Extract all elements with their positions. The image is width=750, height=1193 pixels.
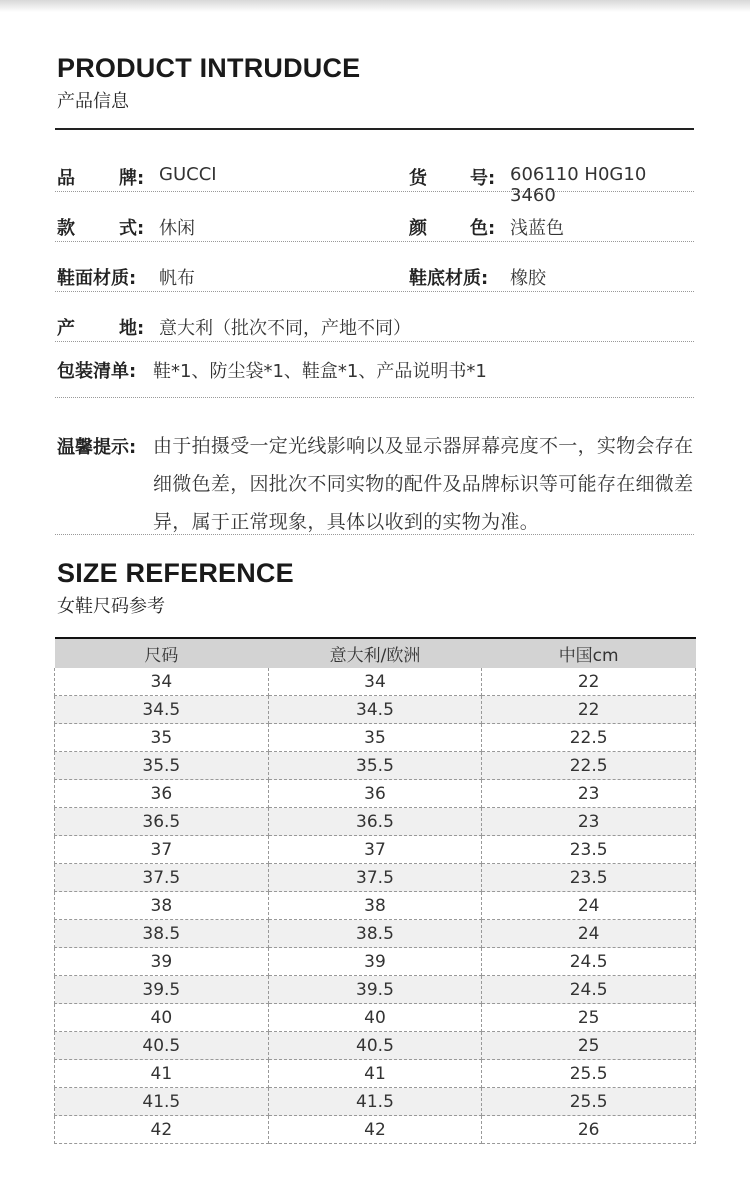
color-key-2: 色:	[470, 218, 496, 239]
cn-cm-cell: 25.5	[482, 1060, 696, 1088]
origin-key-1: 产	[57, 318, 75, 339]
size-cell: 34	[55, 668, 269, 696]
brand-key-2: 牌:	[119, 168, 145, 189]
size-cell: 37	[55, 836, 269, 864]
eu-size-cell: 38	[268, 892, 482, 920]
sku-value: 606110 H0G10 3460	[510, 164, 647, 206]
header-cn-cm: 中国cm	[482, 638, 696, 668]
sku-key-1: 货	[409, 168, 427, 189]
eu-size-cell: 39	[268, 948, 482, 976]
eu-size-cell: 34	[268, 668, 482, 696]
eu-size-cell: 36.5	[268, 808, 482, 836]
cn-cm-cell: 23	[482, 780, 696, 808]
cn-cm-cell: 23.5	[482, 836, 696, 864]
table-row	[55, 808, 696, 836]
size-table	[54, 637, 696, 1144]
info-row-style	[55, 214, 694, 242]
table-row	[55, 1060, 696, 1088]
eu-size-cell: 42	[268, 1116, 482, 1144]
size-table-header	[55, 638, 696, 668]
style-value: 休闲	[159, 218, 195, 239]
size-cell: 38.5	[55, 920, 269, 948]
table-row	[55, 892, 696, 920]
eu-size-cell: 34.5	[268, 696, 482, 724]
style-key-1: 款	[57, 218, 75, 239]
eu-size-cell: 37.5	[268, 864, 482, 892]
upper-material-value: 帆布	[159, 268, 195, 289]
table-row	[55, 724, 696, 752]
cn-cm-cell: 22.5	[482, 724, 696, 752]
cn-cm-cell: 25.5	[482, 1088, 696, 1116]
notice-text: 由于拍摄受一定光线影响以及显示器屏幕亮度不一，实物会存在细微色差，因批次不同实物的配件及品牌标识等可能存在细微差异，属于正常现象，具体以收到的实物为准。	[153, 435, 694, 533]
product-section-title: PRODUCT INTRUDUCE	[57, 53, 361, 83]
size-section-subtitle: 女鞋尺码参考	[57, 596, 165, 617]
packing-key: 包装清单:	[57, 361, 137, 382]
product-section-subtitle: 产品信息	[57, 91, 129, 112]
sku-key-2: 号:	[470, 168, 496, 189]
info-row-packing	[55, 357, 694, 398]
cn-cm-cell: 23	[482, 808, 696, 836]
header-size: 尺码	[55, 638, 269, 668]
table-row	[55, 1032, 696, 1060]
table-row	[55, 1116, 696, 1144]
eu-size-cell: 41	[268, 1060, 482, 1088]
top-shadow	[0, 0, 750, 12]
size-cell: 35	[55, 724, 269, 752]
table-row	[55, 836, 696, 864]
cn-cm-cell: 22	[482, 668, 696, 696]
table-row	[55, 976, 696, 1004]
cn-cm-cell: 25	[482, 1004, 696, 1032]
info-row-brand	[55, 164, 694, 206]
table-row	[55, 696, 696, 724]
eu-size-cell: 35	[268, 724, 482, 752]
table-row	[55, 1004, 696, 1032]
table-row	[55, 948, 696, 976]
size-cell: 42	[55, 1116, 269, 1144]
notice-divider	[55, 534, 694, 535]
eu-size-cell: 36	[268, 780, 482, 808]
size-cell: 35.5	[55, 752, 269, 780]
size-cell: 38	[55, 892, 269, 920]
size-cell: 40.5	[55, 1032, 269, 1060]
size-section-title: SIZE REFERENCE	[57, 558, 294, 588]
cn-cm-cell: 24.5	[482, 948, 696, 976]
cn-cm-cell: 24.5	[482, 976, 696, 1004]
info-row-material	[55, 264, 694, 292]
table-row	[55, 1088, 696, 1116]
sole-material-value: 橡胶	[510, 268, 546, 289]
eu-size-cell: 40	[268, 1004, 482, 1032]
eu-size-cell: 37	[268, 836, 482, 864]
size-cell: 37.5	[55, 864, 269, 892]
size-cell: 34.5	[55, 696, 269, 724]
cn-cm-cell: 23.5	[482, 864, 696, 892]
table-row	[55, 752, 696, 780]
size-cell: 36	[55, 780, 269, 808]
size-cell: 39	[55, 948, 269, 976]
origin-value: 意大利（批次不同，产地不同）	[159, 318, 411, 339]
cn-cm-cell: 24	[482, 920, 696, 948]
eu-size-cell: 41.5	[268, 1088, 482, 1116]
size-cell: 40	[55, 1004, 269, 1032]
cn-cm-cell: 26	[482, 1116, 696, 1144]
upper-material-key: 鞋面材质:	[57, 268, 137, 289]
eu-size-cell: 38.5	[268, 920, 482, 948]
table-row	[55, 780, 696, 808]
header-eu-size: 意大利/欧洲	[268, 638, 482, 668]
cn-cm-cell: 22	[482, 696, 696, 724]
color-value: 浅蓝色	[510, 218, 564, 239]
size-cell: 39.5	[55, 976, 269, 1004]
table-row	[55, 864, 696, 892]
info-row-origin	[55, 314, 694, 342]
size-cell: 41.5	[55, 1088, 269, 1116]
eu-size-cell: 39.5	[268, 976, 482, 1004]
packing-value: 鞋*1、防尘袋*1、鞋盒*1、产品说明书*1	[153, 361, 487, 382]
cn-cm-cell: 22.5	[482, 752, 696, 780]
style-key-2: 式:	[119, 218, 145, 239]
eu-size-cell: 40.5	[268, 1032, 482, 1060]
cn-cm-cell: 25	[482, 1032, 696, 1060]
table-row	[55, 920, 696, 948]
size-cell: 41	[55, 1060, 269, 1088]
size-cell: 36.5	[55, 808, 269, 836]
size-table-body	[55, 668, 696, 1144]
notice-label: 温馨提示:	[57, 437, 137, 458]
color-key-1: 颜	[409, 218, 427, 239]
table-row	[55, 668, 696, 696]
origin-key-2: 地:	[119, 318, 145, 339]
product-section-rule	[55, 128, 694, 130]
sole-material-key: 鞋底材质:	[409, 268, 489, 289]
brand-value: GUCCI	[159, 164, 217, 185]
eu-size-cell: 35.5	[268, 752, 482, 780]
cn-cm-cell: 24	[482, 892, 696, 920]
brand-key-1: 品	[57, 168, 75, 189]
